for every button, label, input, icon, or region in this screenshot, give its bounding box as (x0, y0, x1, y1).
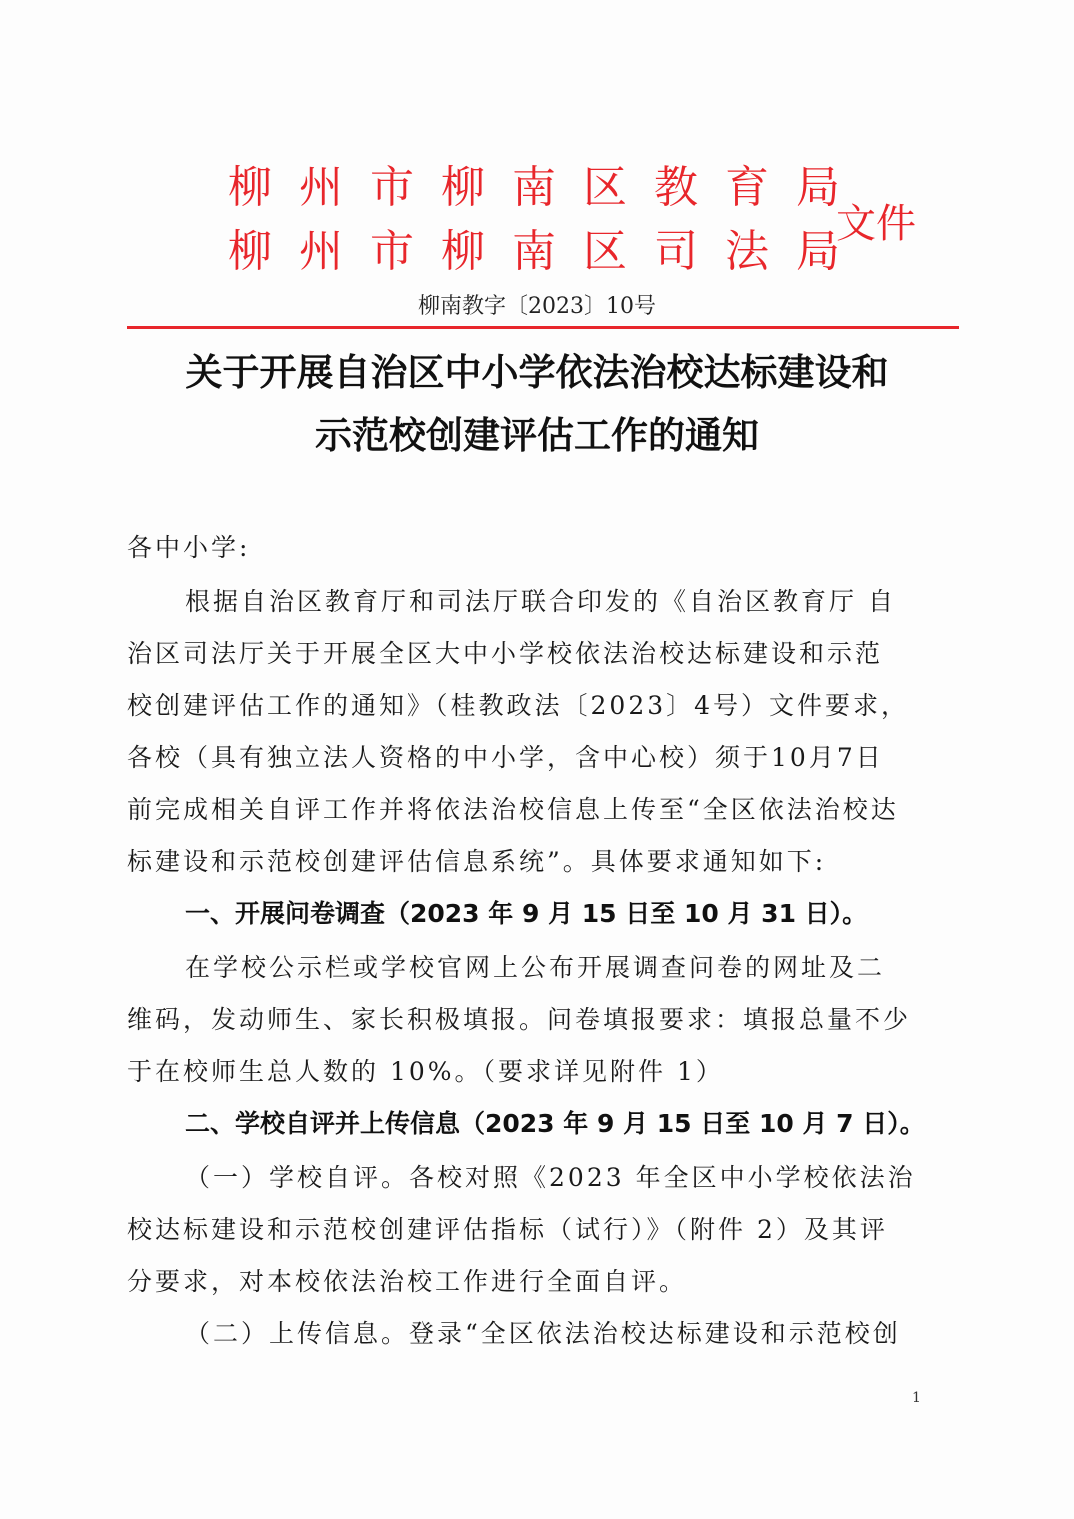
file-label: 文件 (836, 201, 916, 247)
section-heading-2: 二、学校自评并上传信息（2023 年 9 月 15 日至 10 月 7 日）。 (185, 1109, 925, 1138)
paragraph-2-line-2: 维码，发动师生、家长积极填报。问卷填报要求：填报总量不少 (127, 1005, 912, 1034)
document-number: 柳南教字〔2023〕10号 (418, 294, 656, 319)
document-title-line-2: 示范校创建评估工作的通知 (315, 413, 759, 457)
paragraph-1-line-2: 治区司法厅关于开展全区大中小学校依法治校达标建设和示范 (127, 639, 884, 668)
paragraph-1-line-6: 标建设和示范校创建评估信息系统”。具体要求通知如下: (127, 847, 827, 876)
issuer-header (228, 160, 928, 290)
section-heading-1: 一、开展问卷调查（2023 年 9 月 15 日至 10 月 31 日）。 (185, 899, 868, 928)
paragraph-2-line-3: 于在校师生总人数的 10%。（要求详见附件 1） (127, 1057, 724, 1086)
paragraph-1-line-1: 根据自治区教育厅和司法厅联合印发的《自治区教育厅 自 (185, 587, 896, 616)
issuer-education-bureau: 柳州市柳南区教育局 (228, 162, 867, 213)
paragraph-1-line-5: 前完成相关自评工作并将依法治校信息上传至“全区依法治校达 (127, 795, 899, 824)
issuer-justice-bureau: 柳州市柳南区司法局 (228, 226, 867, 277)
paragraph-1-line-4: 各校（具有独立法人资格的中小学，含中心校）须于10月7日 (127, 743, 884, 772)
paragraph-3-line-2: 校达标建设和示范校创建评估指标（试行）》（附件 2）及其评 (127, 1215, 888, 1244)
document-title-line-1: 关于开展自治区中小学依法治校达标建设和 (185, 350, 889, 394)
red-divider (127, 326, 959, 329)
paragraph-2-line-1: 在学校公示栏或学校官网上公布开展调查问卷的网址及二 (185, 953, 886, 982)
page-number: 1 (912, 1390, 921, 1406)
paragraph-1-line-3: 校创建评估工作的通知》（桂教政法〔2023〕4号）文件要求， (127, 691, 910, 720)
paragraph-3-line-3: 分要求，对本校依法治校工作进行全面自评。 (127, 1267, 688, 1296)
paragraph-4-line-1: （二）上传信息。登录“全区依法治校达标建设和示范校创 (185, 1319, 901, 1348)
paragraph-3-line-1: （一）学校自评。各校对照《2023 年全区中小学校依法治 (185, 1163, 916, 1192)
salutation: 各中小学: (127, 533, 251, 562)
